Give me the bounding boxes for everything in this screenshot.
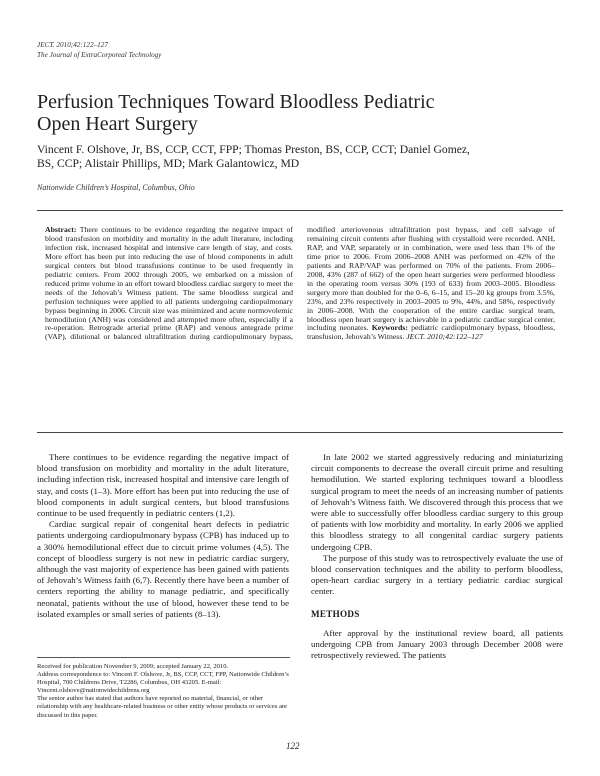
keywords-label: Keywords: xyxy=(371,323,408,333)
footnote-received: Received for publication November 9, 2009; accepted January 22, 2010. xyxy=(37,663,229,670)
body-paragraph: Cardiac surgical repair of congenital heart defects in pediatric patients undergoing cardiopulmonary bypass (CPB) has induced up to a 300% hemodilutional effect due to circuit prime volumes (4,5). The concept of bloodless surgery is not new in pediatric cardiac surgery, although the vast majority of experience has been gained with patients of Jehovah’s Witness faith (6,7). Recently there have been a number of centers reporting the ability to manage pediatric, and specifically neonatal, patients without the use of blood, however these tend to be isolated examples or small series of patients (8–13). xyxy=(37,519,289,619)
body-paragraph: In late 2002 we started aggressively reducing and miniaturizing circuit components to decrease the overall circuit prime and resulting hemodilution. We started exploring techniques toward a bloodless surgical program to meet the needs of an increasing number of patients of Jehovah’s Witness faith. We discovered through this process that we were able to successfully offer bloodless cardiac surgery to this group of patients with low morbidity and mortality. In early 2006 we applied this bloodless strategy to all congenital cardiac surgery patients undergoing CPB. xyxy=(311,452,563,552)
keywords-text: pediatric cardiopulmonary bypass, bloodless, transfusion, Jehovah’s Witness. xyxy=(307,323,556,342)
article-title: Perfusion Techniques Toward Bloodless Pediatric Open Heart Surgery xyxy=(37,91,435,135)
abstract-text: There continues to be evidence regarding the negative impact of blood transfusion on morbidity and mortality in the adult literature, including infection risk, increased hospital and intensive care length of stay, and costs. More effort has been put into reducing the use of blood components in adult surgical centers but blood transfusions continue to be used frequently in pediatric centers. From 2002 through 2005, we embarked on a mission of reduced prime volume in an effort toward bloodless cardiac surgery to meet the needs of the Jehovah’s Witness patient. The same bloodless surgical and perfusion techniques were applied to all patients undergoing cardiopulmonary bypass beginning in 2006. Circuit size was minimized and acute normovolemic hemodilution (ANH) was considered and attempted more often, especially if a re-operation. Retrograde arterial prime (RAP) and venous antegrade prime (VAP), dilutional or balanced ultrafiltration during cardiopulmonary bypass, modified arteriovenous ultrafiltration post bypass, and cell salvage of remaining circuit contents after flushing with crystalloid were recorded. ANH, RAP, and VAP, separately or in combination, were used less than 1% of the time prior to 2006. From 2006–2008 ANH was performed on 42% of the patients and RAP/VAP was performed on 70% of the patients. From 2006–2008, 43% (287 of 662) of the open heart surgeries were performed bloodless in the operating room versus 30% (193 of 633) from 2003–2005. Bloodless surgery more than doubled for the 0–6, 6–15, and 15–20 kg groups from 3.5%, 23%, and 23% respectively in 2003–2005 to 9%, 44%, and 58%, respectively in 2006–2008. With the cooperation of the entire cardiac surgical team, bloodless open heart surgery is achievable in a pediatric cardiac surgical center, including neonates. xyxy=(45,225,555,342)
journal-name: The Journal of ExtraCorporeal Technology xyxy=(37,50,162,59)
page-number: 122 xyxy=(286,741,300,751)
abstract-label: Abstract: xyxy=(45,225,77,234)
author-list: Vincent F. Olshove, Jr, BS, CCP, CCT, FPP; Thomas Preston, BS, CCP, CCT; Daniel Gomez, BS, CCP; Alistair Phillips, MD; Mark Galantowicz, MD xyxy=(37,143,470,170)
abstract-citation: JECT. 2010;42:122–127 xyxy=(406,332,483,342)
body-paragraph: The purpose of this study was to retrospectively evaluate the use of blood conservation techniques and the ability to perform bloodless, open-heart cardiac surgery in a tertiary pediatric cardiac surgical center. xyxy=(311,552,563,597)
section-heading-methods: METHODS xyxy=(311,608,360,619)
footnote-correspondence: Address correspondence to: Vincent F. Olshove, Jr, BS, CCP, CCT, FPP, Nationwide Children’s Hospital, 700 Childrens Drive, T2286, Columbus, OH 43205. E-mail: Vincent.olshove@nationwidechildrens.org xyxy=(37,671,289,695)
divider-top xyxy=(37,210,563,211)
footnote-disclosure: The senior author has stated that authors have reported no material, financial, or other relationship with any healthcare-related business or other entity whose products or services are discussed in this paper. xyxy=(37,695,288,719)
body-paragraph: There continues to be evidence regarding the negative impact of blood transfusion on morbidity and mortality in the adult literature, including infection risk, increased hospital and intensive care length of stay, and costs (1–3). More effort has been put into reducing the use of blood components in adult surgical centers, but blood transfusions continue to be used frequently in pediatric centers (1,2). xyxy=(37,452,289,519)
divider-bottom xyxy=(37,432,563,433)
affiliation: Nationwide Children’s Hospital, Columbus, Ohio xyxy=(37,183,195,192)
citation-line: JECT. 2010;42:122–127 xyxy=(37,41,108,49)
footnote-block xyxy=(37,663,290,720)
body-paragraph: After approval by the institutional review board, all patients undergoing CPB from January 2003 through December 2008 were retrospectively reviewed. The patients xyxy=(311,627,563,661)
abstract-block xyxy=(45,226,555,342)
footnote-rule xyxy=(37,657,290,658)
running-header xyxy=(37,41,161,60)
